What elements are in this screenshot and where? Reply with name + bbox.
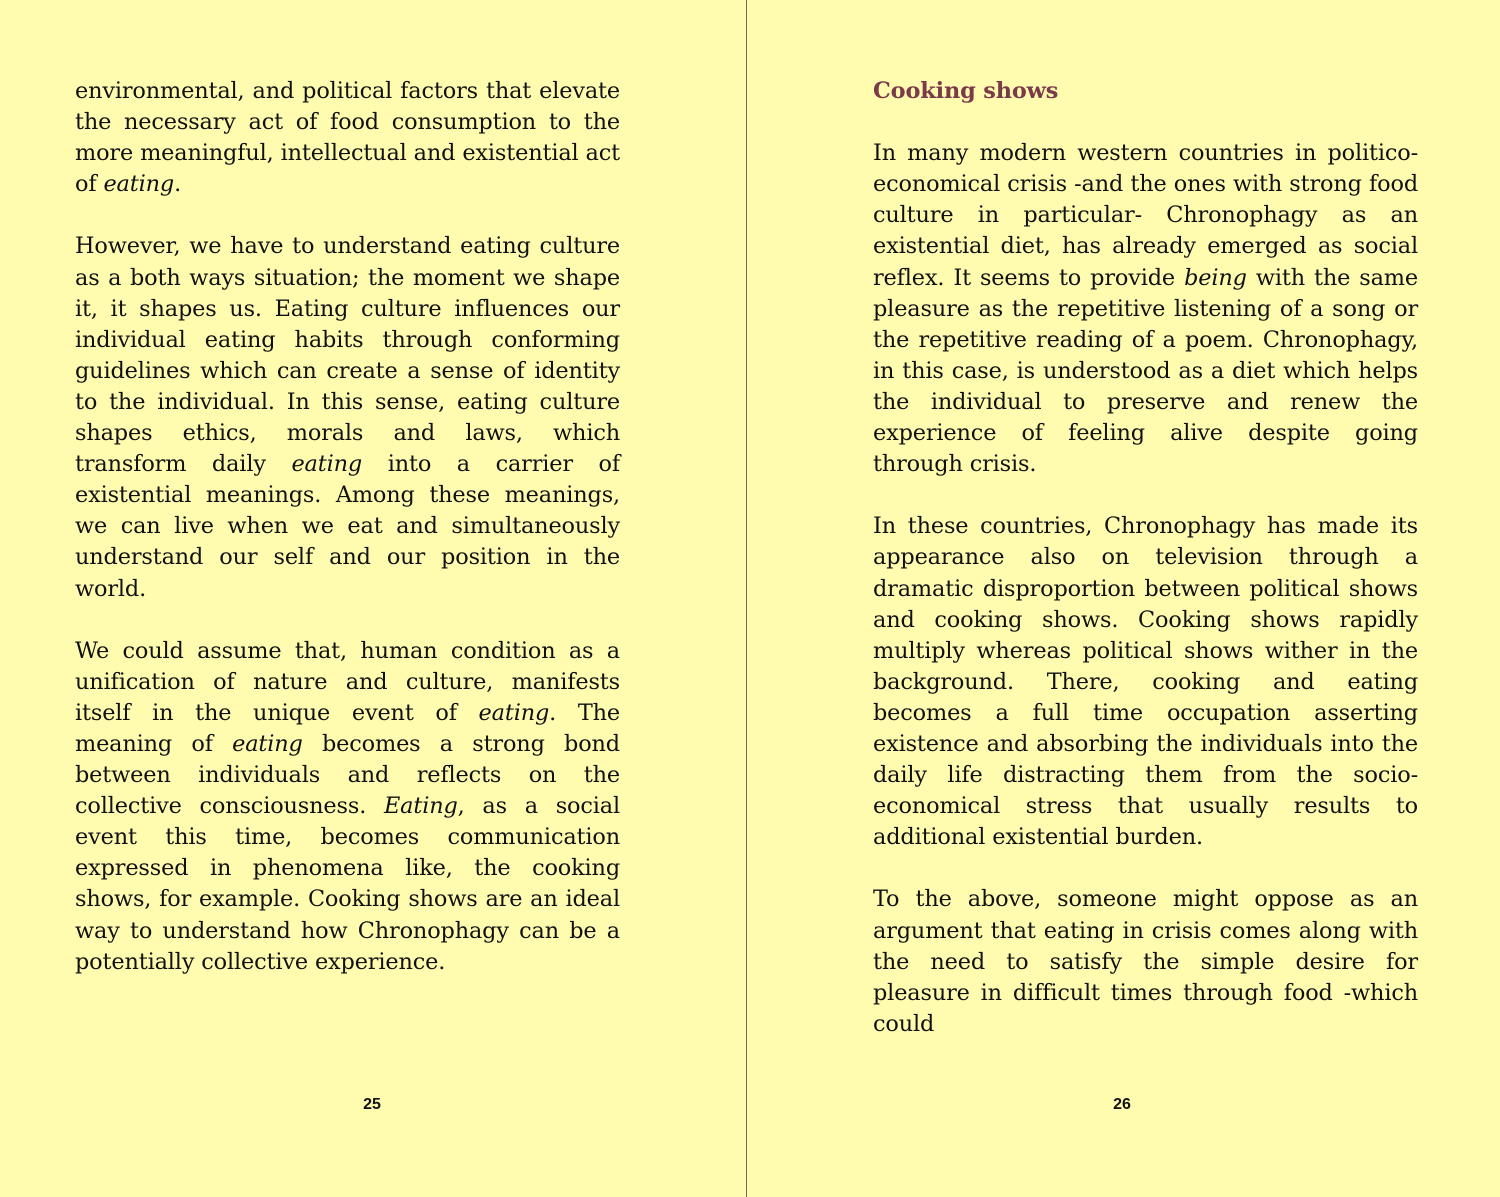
emphasis-eating: eating: [103, 171, 175, 198]
emphasis-eating: eating: [291, 451, 363, 478]
page-number-left: 25: [363, 1096, 381, 1113]
section-heading: Cooking shows: [873, 78, 1059, 104]
emphasis-eating: eating: [478, 699, 550, 726]
left-paragraph-3: We could assume that, human condition as a unification of nature and culture, manifests itself in the unique event of eating. The meaning of eating becomes a strong bond between individuals and reflects on the collective consciousness. Eating, as a social event this time, becomes communication expressed in phenomena like, the cooking shows, for example. Cooking shows are an ideal way to understand how Chronophagy can be a potentially collective experience.: [75, 637, 620, 975]
emphasis-being: being: [1184, 264, 1247, 291]
right-paragraph-3: To the above, someone might oppose as an argument that eating in crisis comes along with the need to satisfy the simple desire for pleasure in difficult times through food -which could: [873, 886, 1418, 1037]
right-page-body: [873, 76, 1418, 1071]
right-page: [748, 0, 1495, 1197]
left-paragraph-1: environmental, and political factors that elevate the necessary act of food consumption to the more meaningful, intellectual and existential act of eating.: [75, 78, 620, 198]
right-paragraph-2: In these countries, Chronophagy has made its appearance also on television through a dramatic disproportion between political shows and cooking shows. Cooking shows rapidly multiply whereas political shows wither in the background. There, cooking and eating becomes a full time occupation asserting existence and absorbing the individuals into the daily life distracting them from the socio-economical stress that usually results to additional existential burden.: [873, 513, 1418, 851]
page-number-right: 26: [1113, 1096, 1131, 1113]
emphasis-eating: Eating: [383, 793, 458, 820]
page-gutter-divider: [746, 0, 747, 1197]
left-page-body: [75, 76, 620, 1009]
right-paragraph-1: In many modern western countries in politico-economical crisis -and the ones with strong food culture in particular- Chronophagy as an existential diet, has already emerged as social reflex. It seems to provide being with the same pleasure as the repetitive listening of a song or the repetitive reading of a poem. Chronophagy, in this case, is understood as a diet which helps the individual to preserve and renew the experience of feeling alive despite going through crisis.: [873, 140, 1418, 478]
emphasis-eating: eating: [232, 730, 303, 757]
left-page: [0, 0, 747, 1197]
left-paragraph-2: However, we have to understand eating culture as a both ways situation; the moment we shape it, it shapes us. Eating culture influences our individual eating habits through conforming guidelines which can create a sense of identity to the individual. In this sense, eating culture shapes ethics, morals and laws, which transform daily eating into a carrier of existential meanings. Among these meanings, we can live when we eat and simultaneously understand our self and our position in the world.: [75, 233, 621, 602]
